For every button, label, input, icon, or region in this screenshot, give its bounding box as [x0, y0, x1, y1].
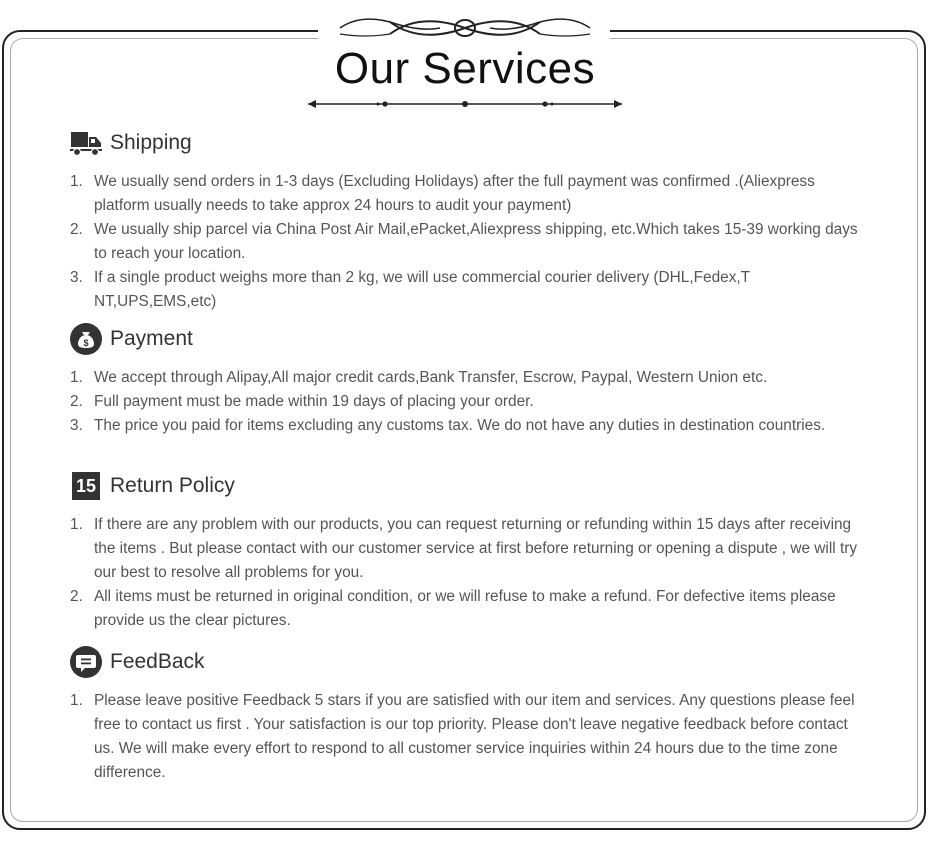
item-text: The price you paid for items excluding any customs tax. We do not have any duties in destination countries.: [94, 417, 826, 434]
list-item: [70, 585, 870, 633]
money-bag-symbol: $: [83, 338, 89, 348]
money-bag-icon: [70, 323, 102, 355]
item-number: 1.: [70, 369, 83, 386]
section-header: [70, 469, 870, 503]
item-text: Full payment must be made within 19 days of placing your order.: [94, 393, 534, 410]
list-item: [70, 390, 870, 414]
payment-list: [70, 366, 870, 438]
list-item: [70, 170, 870, 218]
item-text: If there are any problem with our products, you can request returning or refunding within 15 days after receiving the items . But please contact with our customer service at first before returning or opening a dispute , we will try our best to resolve all problems for you.: [94, 516, 858, 581]
section-title: Payment: [110, 327, 193, 350]
section-title: Return Policy: [110, 474, 235, 497]
section-header: [70, 645, 870, 679]
section-title: Shipping: [110, 131, 192, 154]
item-number: 1.: [70, 692, 83, 709]
return-policy-list: [70, 513, 870, 633]
list-item: [70, 218, 870, 266]
list-item: [70, 266, 870, 314]
section-header: [70, 126, 870, 160]
list-item: [70, 513, 870, 585]
item-text: We usually send orders in 1-3 days (Excluding Holidays) after the full payment was confirmed .(Aliexpress platform usually needs to take approx 24 hours to audit your payment): [94, 173, 815, 214]
list-item: [70, 414, 870, 438]
item-number: 3.: [70, 417, 83, 434]
page-title: Our Services: [334, 44, 596, 93]
truck-icon: [70, 127, 102, 159]
calendar-15-icon: [70, 470, 102, 502]
section-feedback: [70, 645, 870, 785]
item-number: 3.: [70, 269, 83, 286]
item-text: Please leave positive Feedback 5 stars if you are satisfied with our item and services. Any questions please feel free to contact us first . Your satisfaction is our top priority. Please don't leave negative feedback before contact us. We will make every effort to respond to all customer service inquiries within 24 hours due to the time zone difference.: [94, 692, 855, 781]
shipping-list: [70, 170, 870, 314]
item-number: 2.: [70, 588, 83, 605]
section-shipping: [70, 126, 870, 314]
section-return-policy: [70, 469, 870, 633]
item-text: All items must be returned in original condition, or we will refuse to make a refund. For defective items please provide us the clear pictures.: [94, 588, 836, 629]
item-text: We usually ship parcel via China Post Air Mail,ePacket,Aliexpress shipping, etc.Which takes 15-39 working days to reach your location.: [94, 221, 858, 262]
item-text: If a single product weighs more than 2 kg, we will use commercial courier delivery (DHL,Fedex,T NT,UPS,EMS,etc): [94, 269, 750, 310]
item-number: 2.: [70, 221, 83, 238]
chat-bubble-icon: [70, 646, 102, 678]
item-number: 1.: [70, 516, 83, 533]
item-number: 1.: [70, 173, 83, 190]
item-text: We accept through Alipay,All major credit cards,Bank Transfer, Escrow, Paypal, Western Union etc.: [94, 369, 768, 386]
section-payment: [70, 322, 870, 438]
section-header: [70, 322, 870, 356]
title-divider-icon: [300, 96, 630, 112]
flourish-ornament-icon: [330, 8, 600, 48]
list-item: [70, 689, 870, 785]
section-title: FeedBack: [110, 650, 205, 673]
item-number: 2.: [70, 393, 83, 410]
calendar-15-label: 15: [72, 472, 100, 500]
feedback-list: [70, 689, 870, 785]
list-item: [70, 366, 870, 390]
